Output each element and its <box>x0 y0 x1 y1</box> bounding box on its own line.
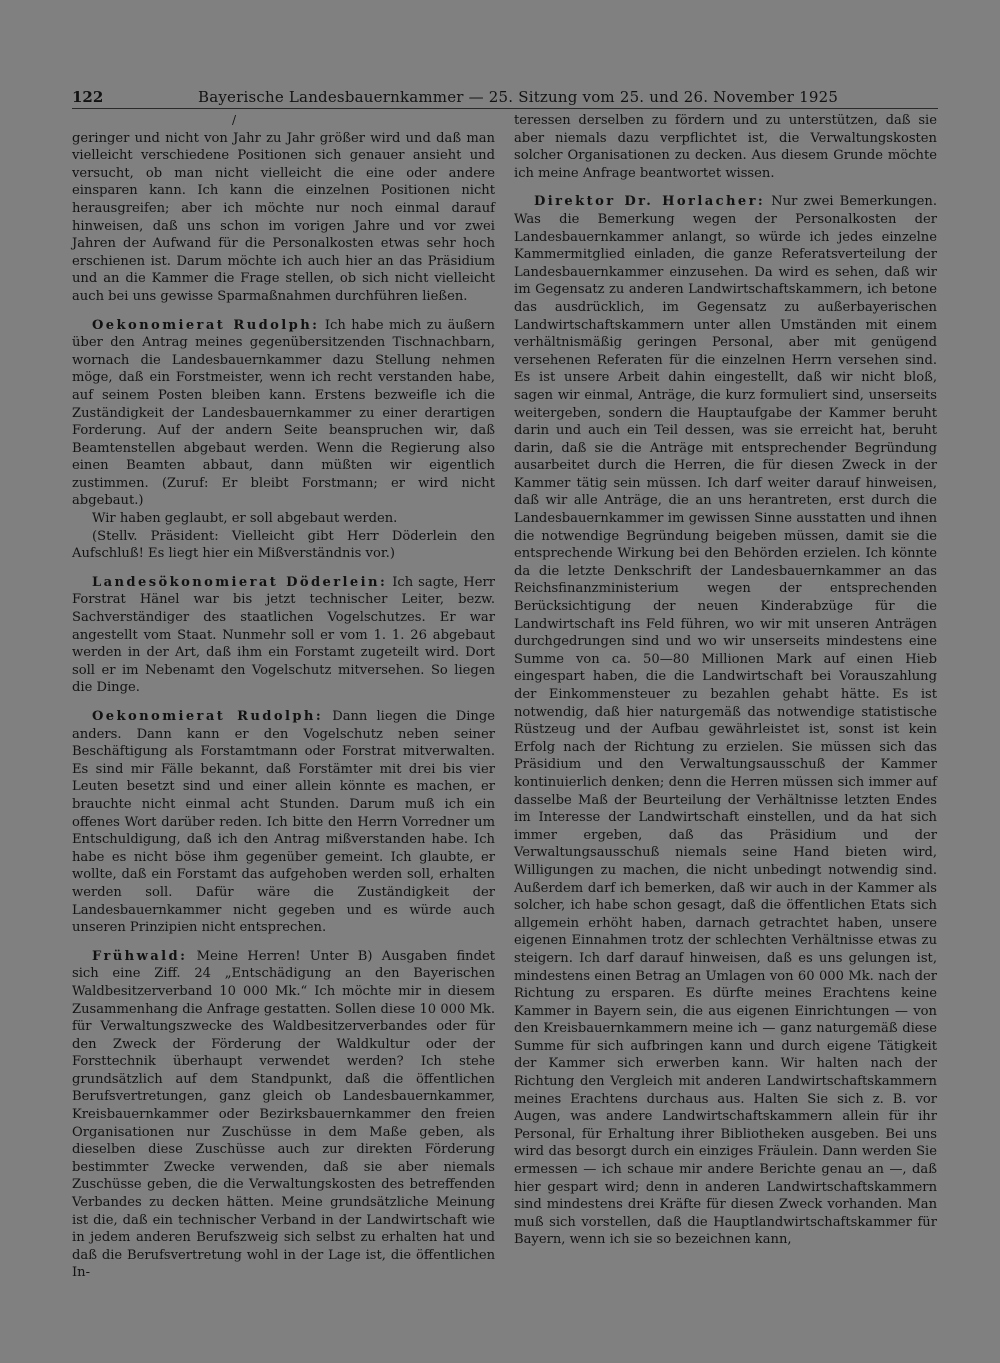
running-title: Bayerische Landesbauernkammer — 25. Sitzung vom 25. und 26. November 1925 <box>198 88 839 106</box>
speech-text: Dann liegen die Dinge anders. Dann kann er den Vogelschutz neben seiner Beschäftigung als Forstamtmann oder Forstrat mitverwalten. Es sind mir Fälle bekannt, daß Forstämter mit drei bis vier Leuten besetzt sind und einer allein könnte es machen, er brauchte nicht einmal acht Stunden. Darum muß ich ein offenes Wort darüber reden. Ich bitte den Herrn Vorredner um Entschuldigung, daß ich den Antrag mißverstanden habe. Ich habe es nicht böse ihm gegenüber gemeint. Ich glaubte, er wollte, daß ein Forstamt das aufgehoben werden soll, erhalten werden soll. Dafür wäre die Zuständigkeit der Landesbauernkammer nicht gegeben und es würde auch unseren Prinzipien nicht entsprechen. <box>72 709 495 936</box>
interjection: (Stellv. Präsident: Vielleicht gibt Herr Döderlein den Aufschluß! Es liegt hier ein Mißverständnis vor.) <box>72 528 495 562</box>
right-column <box>514 112 937 1249</box>
paragraph: teressen derselben zu fördern und zu unterstützen, daß sie aber niemals dazu verpflichtet ist, die Verwaltungskosten solcher Organisationen zu decken. Aus diesem Grunde möchte ich meine Anfrage beantwortet wissen. <box>514 113 937 181</box>
paragraph <box>514 193 937 1249</box>
paragraph: Wir haben geglaubt, er soll abgebaut werden. <box>92 511 398 527</box>
paragraph <box>72 948 495 1282</box>
speaker-name: Oekonomierat Rudolph: <box>92 709 324 724</box>
speaker-name: Oekonomierat Rudolph: <box>92 317 320 333</box>
speech-text: Meine Herren! Unter B) Ausgaben findet sich eine Ziff. 24 „Entschädigung an den Bayerischen Waldbesitzerverband 10 000 Mk.“ Ich möchte mir in diesem Zusammenhang die Anfrage gestatten. Sollen diese 10 000 Mk. für Verwaltungszwecke des Waldbesitzerverbandes oder für den Zweck der Förderung der Waldkultur oder der Forsttechnik überhaupt verwendet werden? Ich stehe grundsätzlich auf dem Standpunkt, daß die öffentlichen Berufsvertretungen, ganz gleich ob Landesbauernkammer, Kreisbauernkammer oder Bezirksbauernkammer den freien Organisationen nur Zuschüsse in dem Maße geben, als dieselben diese Zuschüsse auch zur direkten Förderung bestimmter Zwecke verwenden, daß sie aber niemals Zuschüsse geben, die die Verwaltungskosten des betreffenden Verbandes zu decken hätten. Meine grundsätzliche Meinung ist die, daß ein technischer Verband in der Landwirtschaft wie in jedem anderen Berufszweig sich selbst zu erhalten hat und daß die Berufsvertretung wohl in der Lage ist, die öffentlichen In- <box>72 948 495 1281</box>
paragraph <box>72 708 495 937</box>
stray-mark: / <box>232 113 237 127</box>
page-number: 122 <box>72 88 104 106</box>
paragraph: geringer und nicht von Jahr zu Jahr größer wird und daß man vielleicht verschiedene Positionen sich genauer ansieht und versucht, ob man nicht vielleicht die eine oder andere einsparen kann. Ich kann die einzelnen Positionen nicht herausgreifen; aber ich möchte nur noch einmal darauf hinweisen, daß uns schon im vorigen Jahre und vor zwei Jahren der Aufwand für die Personalkosten etwas sehr hoch erschienen ist. Darum möchte ich auch hier an das Präsidium und an die Kammer die Frage stellen, ob sich nicht vielleicht auch bei uns gewisse Sparmaßnahmen durchführen ließen. <box>72 130 495 304</box>
speech-text: Ich habe mich zu äußern über den Antrag meines gegenübersitzenden Tischnachbarn, wornach die Landesbauernkammer dazu Stellung nehmen möge, daß ein Forstmeister, wenn ich recht verstanden habe, auf seinem Posten bleiben kann. Erstens bezweifle ich die Zuständigkeit der Landesbauernkammer zu einer derartigen Forderung. Auf der andern Seite beanspruchen wir, daß Beamtenstellen abgebaut werden. Wenn die Regierung also einen Beamten abbaut, dann müßten wir eigentlich zustimmen. (Zuruf: Er bleibt Forstmann; er wird nicht abgebaut.) <box>72 317 495 509</box>
paragraph <box>72 574 495 697</box>
left-column <box>72 112 495 1282</box>
speaker-name: Landesökonomierat Döderlein: <box>92 574 388 590</box>
page-header <box>72 86 938 109</box>
paragraph <box>72 317 495 511</box>
speaker-name: Frühwald: <box>92 948 188 964</box>
speech-text: Ich sagte, Herr Forstrat Hänel war bis jetzt technischer Leiter, bezw. Sachverständiger des staatlichen Vogelschutzes. Er war angestellt vom Staat. Nunmehr soll er vom 1. 1. 26 abgebaut werden in der Art, daß ihm ein Forstamt zugeteilt wird. Dort soll er im Nebenamt den Vogelschutz mitversehen. So liegen die Dinge. <box>72 574 495 696</box>
speaker-name: Direktor Dr. Horlacher: <box>534 194 766 210</box>
speech-text: Nur zwei Bemerkungen. Was die Bemerkung wegen der Personalkosten der Landesbauernkammer anlangt, so würde ich jedes einzelne Kammermitglied einladen, die ganze Referatsverteilung der Landesbauernkammer einzusehen. Da wird es sehen, daß wir im Gegensatz zu anderen Landwirtschaftskammern, ich betone das ausdrücklich, im Gegensatz zu außerbayerischen Landwirtschaftskammern unter allen Umständen mit einem verhältnismäßig geringen Personal, aber mit genügend versehenen Referaten für die einzelnen Herrn versehen sind. Es ist unsere Arbeit dahin eingestellt, daß wir nicht bloß, sagen wir einmal, Anträge, die kurz formuliert sind, unserseits weitergeben, sondern die Hauptaufgabe der Kammer beruht darin und auch ein Teil dessen, was sie erreicht hat, beruht darin, daß sie die Anträge mit entsprechender Begründung ausarbeitet durch die Herren, die für diesen Zweck in der Kammer tätig sein müssen. Ich darf weiter darauf hinweisen, daß wir alle Anträge, die an uns herantreten, erst durch die Landesbauernkammer im gewissen Sinne ausstatten und ihnen die notwendige Begründung beigeben müssen, damit sie die entsprechende Wirkung bei den Behörden erzielen. Ich könnte da die letzte Denkschrift der Landesbauernkammer an das Reichsfinanzministerium wegen der entsprechenden Berücksichtigung der neuen Kinderabzüge für die Landwirtschaft ins Feld führen, wo wir mit unseren Anträgen durchgedrungen sind und wo wir unserseits mindestens eine Summe von ca. 50—80 Millionen Mark auf einen Hieb eingespart haben, die die Landwirtschaft bei Vorauszahlung der Einkommensteuer zu bezahlen gehabt hätte. Es ist notwendig, daß hier naturgemäß das notwendige statistische Rüstzeug und der Aufbau gewährleistet ist, sonst ist kein Erfolg nach der Richtung zu erzielen. Sie müssen sich das Präsidium und den Verwaltungsausschuß der Kammer kontinuierlich denken; denn die Herren müssen sich immer auf dasselbe Maß der Beurteilung der Verhältnisse letzten Endes im Interesse der Landwirtschaft einstellen, und da hat sich immer ergeben, daß das Präsidium und der Verwaltungsausschuß niemals seine Hand bieten wird, Willigungen zu machen, die nicht unbedingt notwendig sind. Außerdem darf ich bemerken, daß wir auch in der Kammer als solcher, ich habe schon gesagt, daß die öffentlichen Etats sich allgemein erhöht haben, darnach getrachtet haben, unsere eigenen Einnahmen trotz der schlechten Verhältnisse etwas zu steigern. Ich darf darauf hinweisen, daß es uns gelungen ist, mindestens einen Betrag an Umlagen von 60 000 Mk. nach der Richtung zu ersparen. Es dürfte meines Erachtens keine Kammer in Bayern sein, die aus eigenen Einrichtungen — von den Kreisbauernkammern meine ich — ganz naturgemäß diese Summe für sich aufbringen kann und durch eigene Tätigkeit der Kammer sich erwerben kann. Wir halten nach der Richtung den Vergleich mit anderen Landwirtschaftskammern meines Erachtens durchaus aus. Halten Sie sich z. B. vor Augen, was andere Landwirtschaftskammern allein für ihr Personal, für Erhaltung ihrer Bibliotheken ausgeben. Bei uns wird das besorgt durch ein einziges Fräulein. Dann werden Sie ermessen — ich schaue mir andere Berichte genau an —, daß hier gespart wird; denn in anderen Landwirtschaftskammern sind mindestens drei Kräfte für diesen Zweck vorhanden. Man muß sich vorstellen, daß die Hauptlandwirtschaftskammer für Bayern, wenn ich sie so bezeichnen kann, <box>514 194 937 1248</box>
